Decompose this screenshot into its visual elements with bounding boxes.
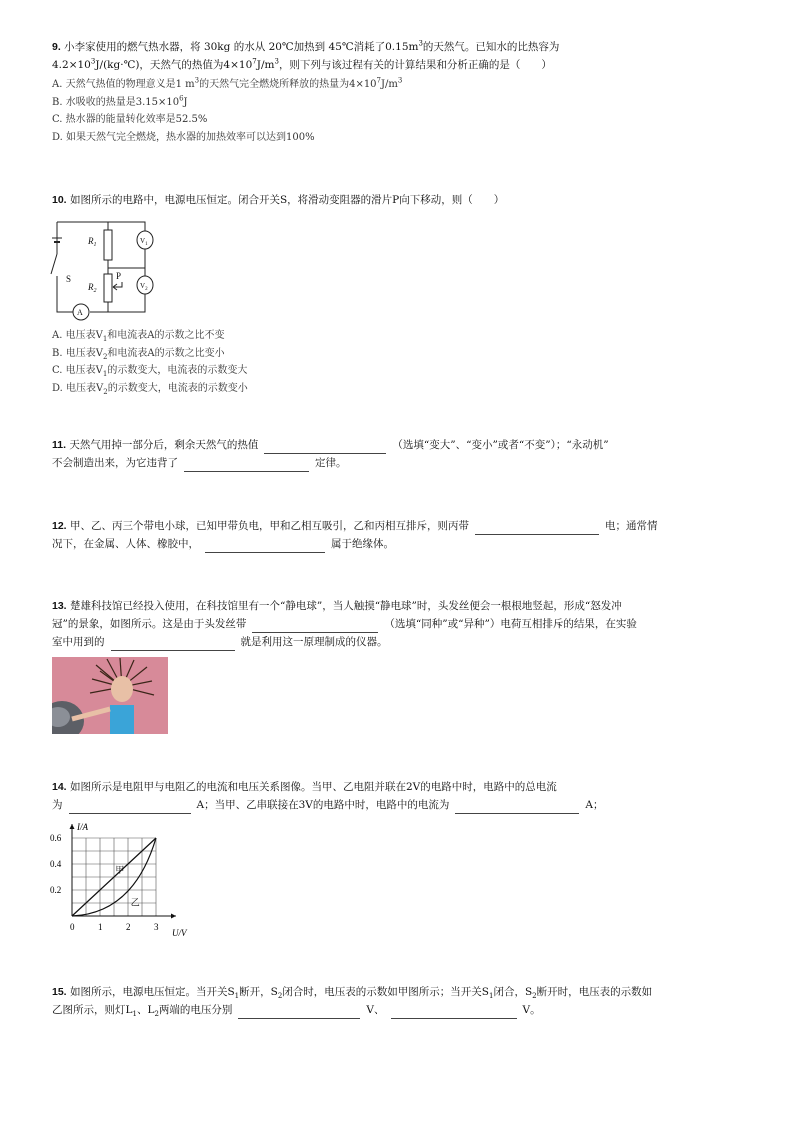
question-text: 不会制造出来，为它违背了: [52, 457, 178, 469]
answer-blank[interactable]: [238, 1004, 360, 1019]
iu-graph: [50, 820, 200, 942]
series-label: 乙: [130, 898, 140, 909]
question-text: V、: [366, 1004, 385, 1016]
answer-blank[interactable]: [455, 799, 579, 814]
answer-blank[interactable]: [264, 439, 386, 454]
question-text: 属于绝缘体。: [331, 538, 394, 550]
x-tick-label: 3: [154, 922, 159, 932]
x-tick-label: 1: [98, 922, 103, 932]
question-11: [52, 436, 738, 472]
question-14: [52, 778, 738, 814]
x-tick-label: 0: [70, 922, 75, 932]
question-stem: 如图所示的电路中，电源电压恒定。闭合开关S，将滑动变阻器的滑片P向下移动，则（ ）: [69, 194, 505, 206]
question-text: 天然气用掉一部分后，剩余天然气的热值: [69, 439, 259, 451]
question-text: V。: [522, 1004, 541, 1016]
r1-label: $R_1$: [88, 236, 97, 248]
option-a: A. 天然气热值的物理意义是1 $m^3$的天然气完全燃烧所释放的热量为$4\times 10^7J/m^3$: [52, 76, 403, 90]
answer-blank[interactable]: [391, 1004, 517, 1019]
question-text: 冠”的景象，如图所示。这是由于头发丝带: [52, 618, 247, 630]
series-label: 甲: [115, 866, 125, 877]
question-text: （选填“变大”、“变小”或者“不变”）；“永动机”: [392, 439, 609, 451]
question-stem-line-2: $4.2\times 10^3J/(kg\cdot℃)$，天然气的热值为$4\times 10^7J/m^3$，则下列与该过程有关的计算结果和分析正确的是（ ）: [52, 57, 552, 71]
y-axis-label: I/A: [77, 822, 88, 832]
question-10: [52, 191, 738, 209]
option-d: D. 电压表$V_2$的示数变大，电流表的示数变小: [52, 382, 248, 396]
resistor-r1: [104, 230, 112, 260]
switch-s-label: S: [66, 274, 72, 284]
question-text: A；当甲、乙串联接在3V的电路中时，电路中的电流为: [196, 799, 450, 811]
r2-label: $R_2$: [88, 282, 97, 294]
answer-blank[interactable]: [205, 538, 325, 553]
option-b: B. 电压表$V_2$和电流表A的示数之比变小: [52, 347, 225, 361]
y-tick-label: 0.6: [50, 833, 62, 843]
resistor-r2: [104, 274, 112, 302]
question-number: 11.: [52, 439, 67, 451]
question-text: A；: [585, 799, 604, 811]
y-tick-label: 0.4: [50, 859, 62, 869]
question-13: [52, 597, 738, 651]
question-text: 甲、乙、丙三个带电小球，已知甲带负电，甲和乙相互吸引，乙和丙相互排斥，则丙带: [69, 520, 469, 532]
circuit-diagram: [50, 214, 170, 324]
question-number: 9.: [52, 41, 61, 53]
option-d: D. 如果天然气完全燃烧，热水器的加热效率可以达到100%: [52, 131, 315, 143]
question-text: 况下，在金属、人体、橡胶中，: [52, 538, 199, 550]
question-10-options: [52, 327, 738, 397]
question-text: 如图所示是电阻甲与电阻乙的电流和电压关系图像。当甲、乙电阻并联在2V的电路中时，电路中的总电流: [69, 781, 557, 793]
question-12: [52, 517, 738, 553]
option-c: C. 热水器的能量转化效率是52.5%: [52, 114, 208, 125]
x-axis-label: U/V: [172, 928, 187, 938]
answer-blank[interactable]: [111, 636, 235, 651]
question-text: 如图所示，电源电压恒定。当开关$S_1$断开，$S_2$闭合时，电压表的示数如甲图所示；当开关$S_1$闭合，$S_2$断开时，电压表的示数如: [69, 986, 653, 1001]
option-c: C. 电压表$V_1$的示数变大，电流表的示数变大: [52, 365, 248, 378]
answer-blank[interactable]: [475, 520, 599, 535]
answer-blank[interactable]: [252, 618, 378, 633]
question-text: 为: [52, 799, 63, 811]
question-text: （选填“同种”或“异种”）电荷互相排斥的结果，在实验: [384, 618, 637, 630]
question-number: 10.: [52, 194, 67, 206]
question-text: 定律。: [315, 457, 347, 469]
option-a: A. 电压表$V_1$和电流表A的示数之比不变: [52, 330, 225, 343]
x-axis-arrow: [171, 914, 176, 919]
v1-label: $V_1$: [140, 237, 148, 247]
question-9: [52, 38, 738, 146]
slider-p-label: P: [116, 271, 122, 281]
question-text: 乙图所示，则灯$L_1$、$L_2$两端的电压分别: [52, 1004, 233, 1019]
question-text: 室中用到的: [52, 636, 105, 648]
y-tick-label: 0.2: [50, 885, 62, 895]
question-text: 电；通常情: [604, 520, 658, 532]
v2-label: $V_2$: [140, 282, 148, 292]
answer-blank[interactable]: [184, 457, 309, 472]
question-number: 15.: [52, 986, 67, 998]
x-tick-label: 2: [126, 922, 131, 932]
answer-blank[interactable]: [69, 799, 191, 814]
question-number: 14.: [52, 781, 67, 793]
question-text: 就是利用这一原理制成的仪器。: [240, 636, 388, 648]
y-axis-arrow: [70, 824, 75, 829]
ammeter-label: A: [77, 308, 83, 317]
question-number: 13.: [52, 600, 67, 612]
question-text: 楚雄科技馆已经投入使用，在科技馆里有一个“静电球”，当人触摸“静电球”时，头发丝便会一根根地竖起，形成“怒发冲: [69, 600, 622, 612]
electrostatic-ball-photo: [52, 657, 168, 734]
question-15: [52, 983, 738, 1019]
question-stem: 小李家使用的燃气热水器，将 30kg 的水从 20℃加热到 45℃消耗了$0.15m^3$的天然气。已知水的比热容为: [64, 39, 560, 53]
question-number: 12.: [52, 520, 67, 532]
option-b: B. 水吸收的热量是$3.15\times 10^6J$: [52, 94, 188, 108]
